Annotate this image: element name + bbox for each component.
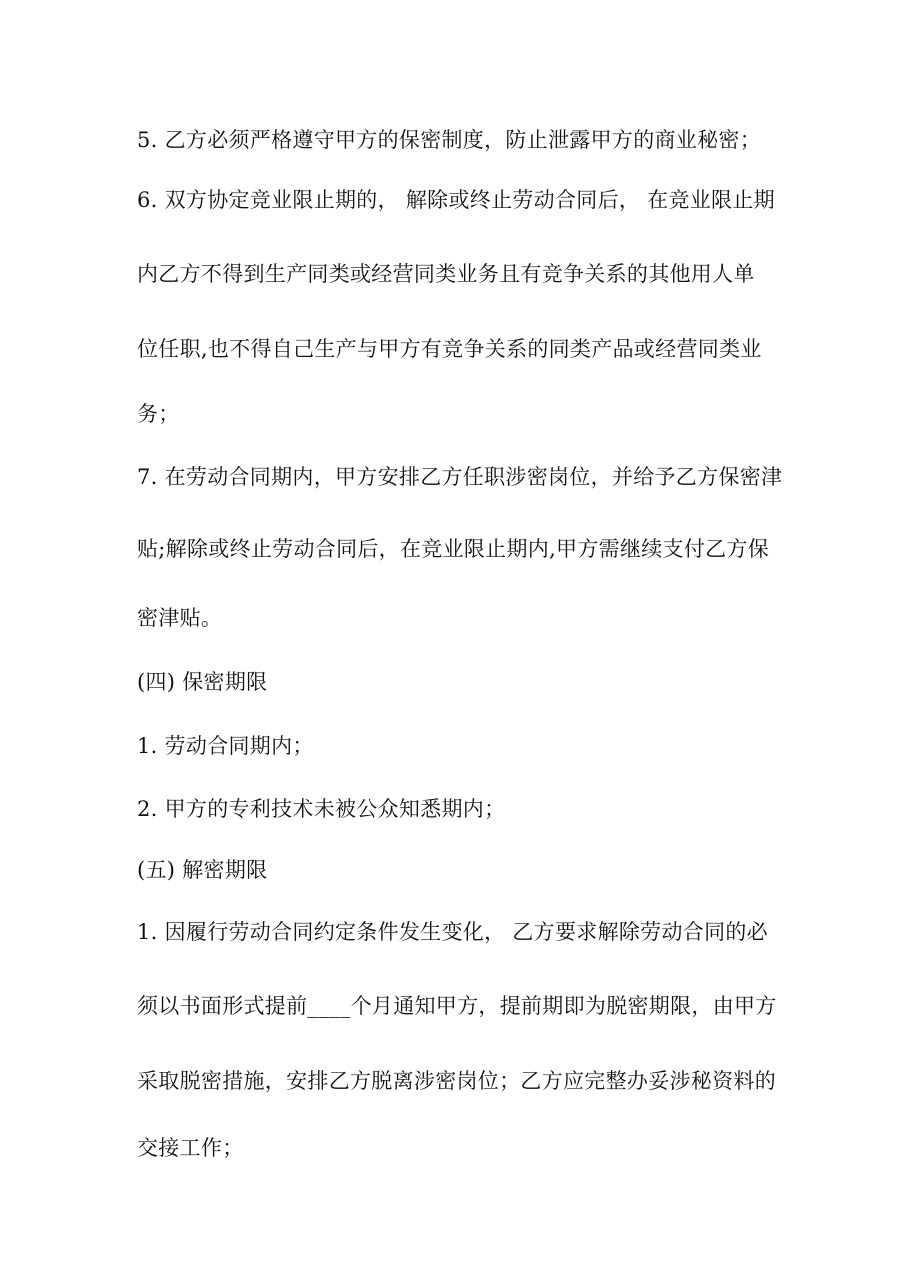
section-5-heading: (五) 解密期限 xyxy=(137,858,268,882)
section-5-item-1-line-4: 交接工作； xyxy=(137,1136,244,1160)
clause-5-text: 5. 乙方必须严格遵守甲方的保密制度，防止泄露甲方的商业秘密； xyxy=(137,128,762,152)
clause-6-text-line-3: 位任职,也不得自己生产与甲方有竞争关系的同类产品或经营同类业 xyxy=(137,337,762,361)
section-4-item-2: 2. 甲方的专利技术未被公众知悉期内； xyxy=(137,797,506,821)
clause-7-text-line-2: 贴;解除或终止劳动合同后，在竞业限止期内,甲方需继续支付乙方保 xyxy=(137,537,770,561)
section-5-item-1-line-1: 1. 因履行劳动合同约定条件发生变化， 乙方要求解除劳动合同的必 xyxy=(137,920,768,944)
clause-6-text-line-1: 6. 双方协定竞业限止期的， 解除或终止劳动合同后， 在竞业限止期 xyxy=(137,188,775,212)
section-4-heading: (四) 保密期限 xyxy=(137,670,268,694)
clause-6-text-line-2: 内乙方不得到生产同类或经营同类业务且有竞争关系的其他用人单 xyxy=(137,262,755,286)
section-5-item-1-line-3: 采取脱密措施，安排乙方脱离涉密岗位；乙方应完整办妥涉秘资料的 xyxy=(137,1069,776,1093)
clause-7-text-line-3: 密津贴。 xyxy=(137,606,223,630)
clause-6-text-line-4: 务； xyxy=(137,402,180,426)
section-5-item-1-line-2: 须以书面形式提前____个月通知甲方，提前期即为脱密期限，由甲方 xyxy=(137,994,777,1018)
section-4-item-1: 1. 劳动合同期内； xyxy=(137,734,314,758)
clause-7-text-line-1: 7. 在劳动合同期内，甲方安排乙方任职涉密岗位，并给予乙方保密津 xyxy=(137,465,783,489)
